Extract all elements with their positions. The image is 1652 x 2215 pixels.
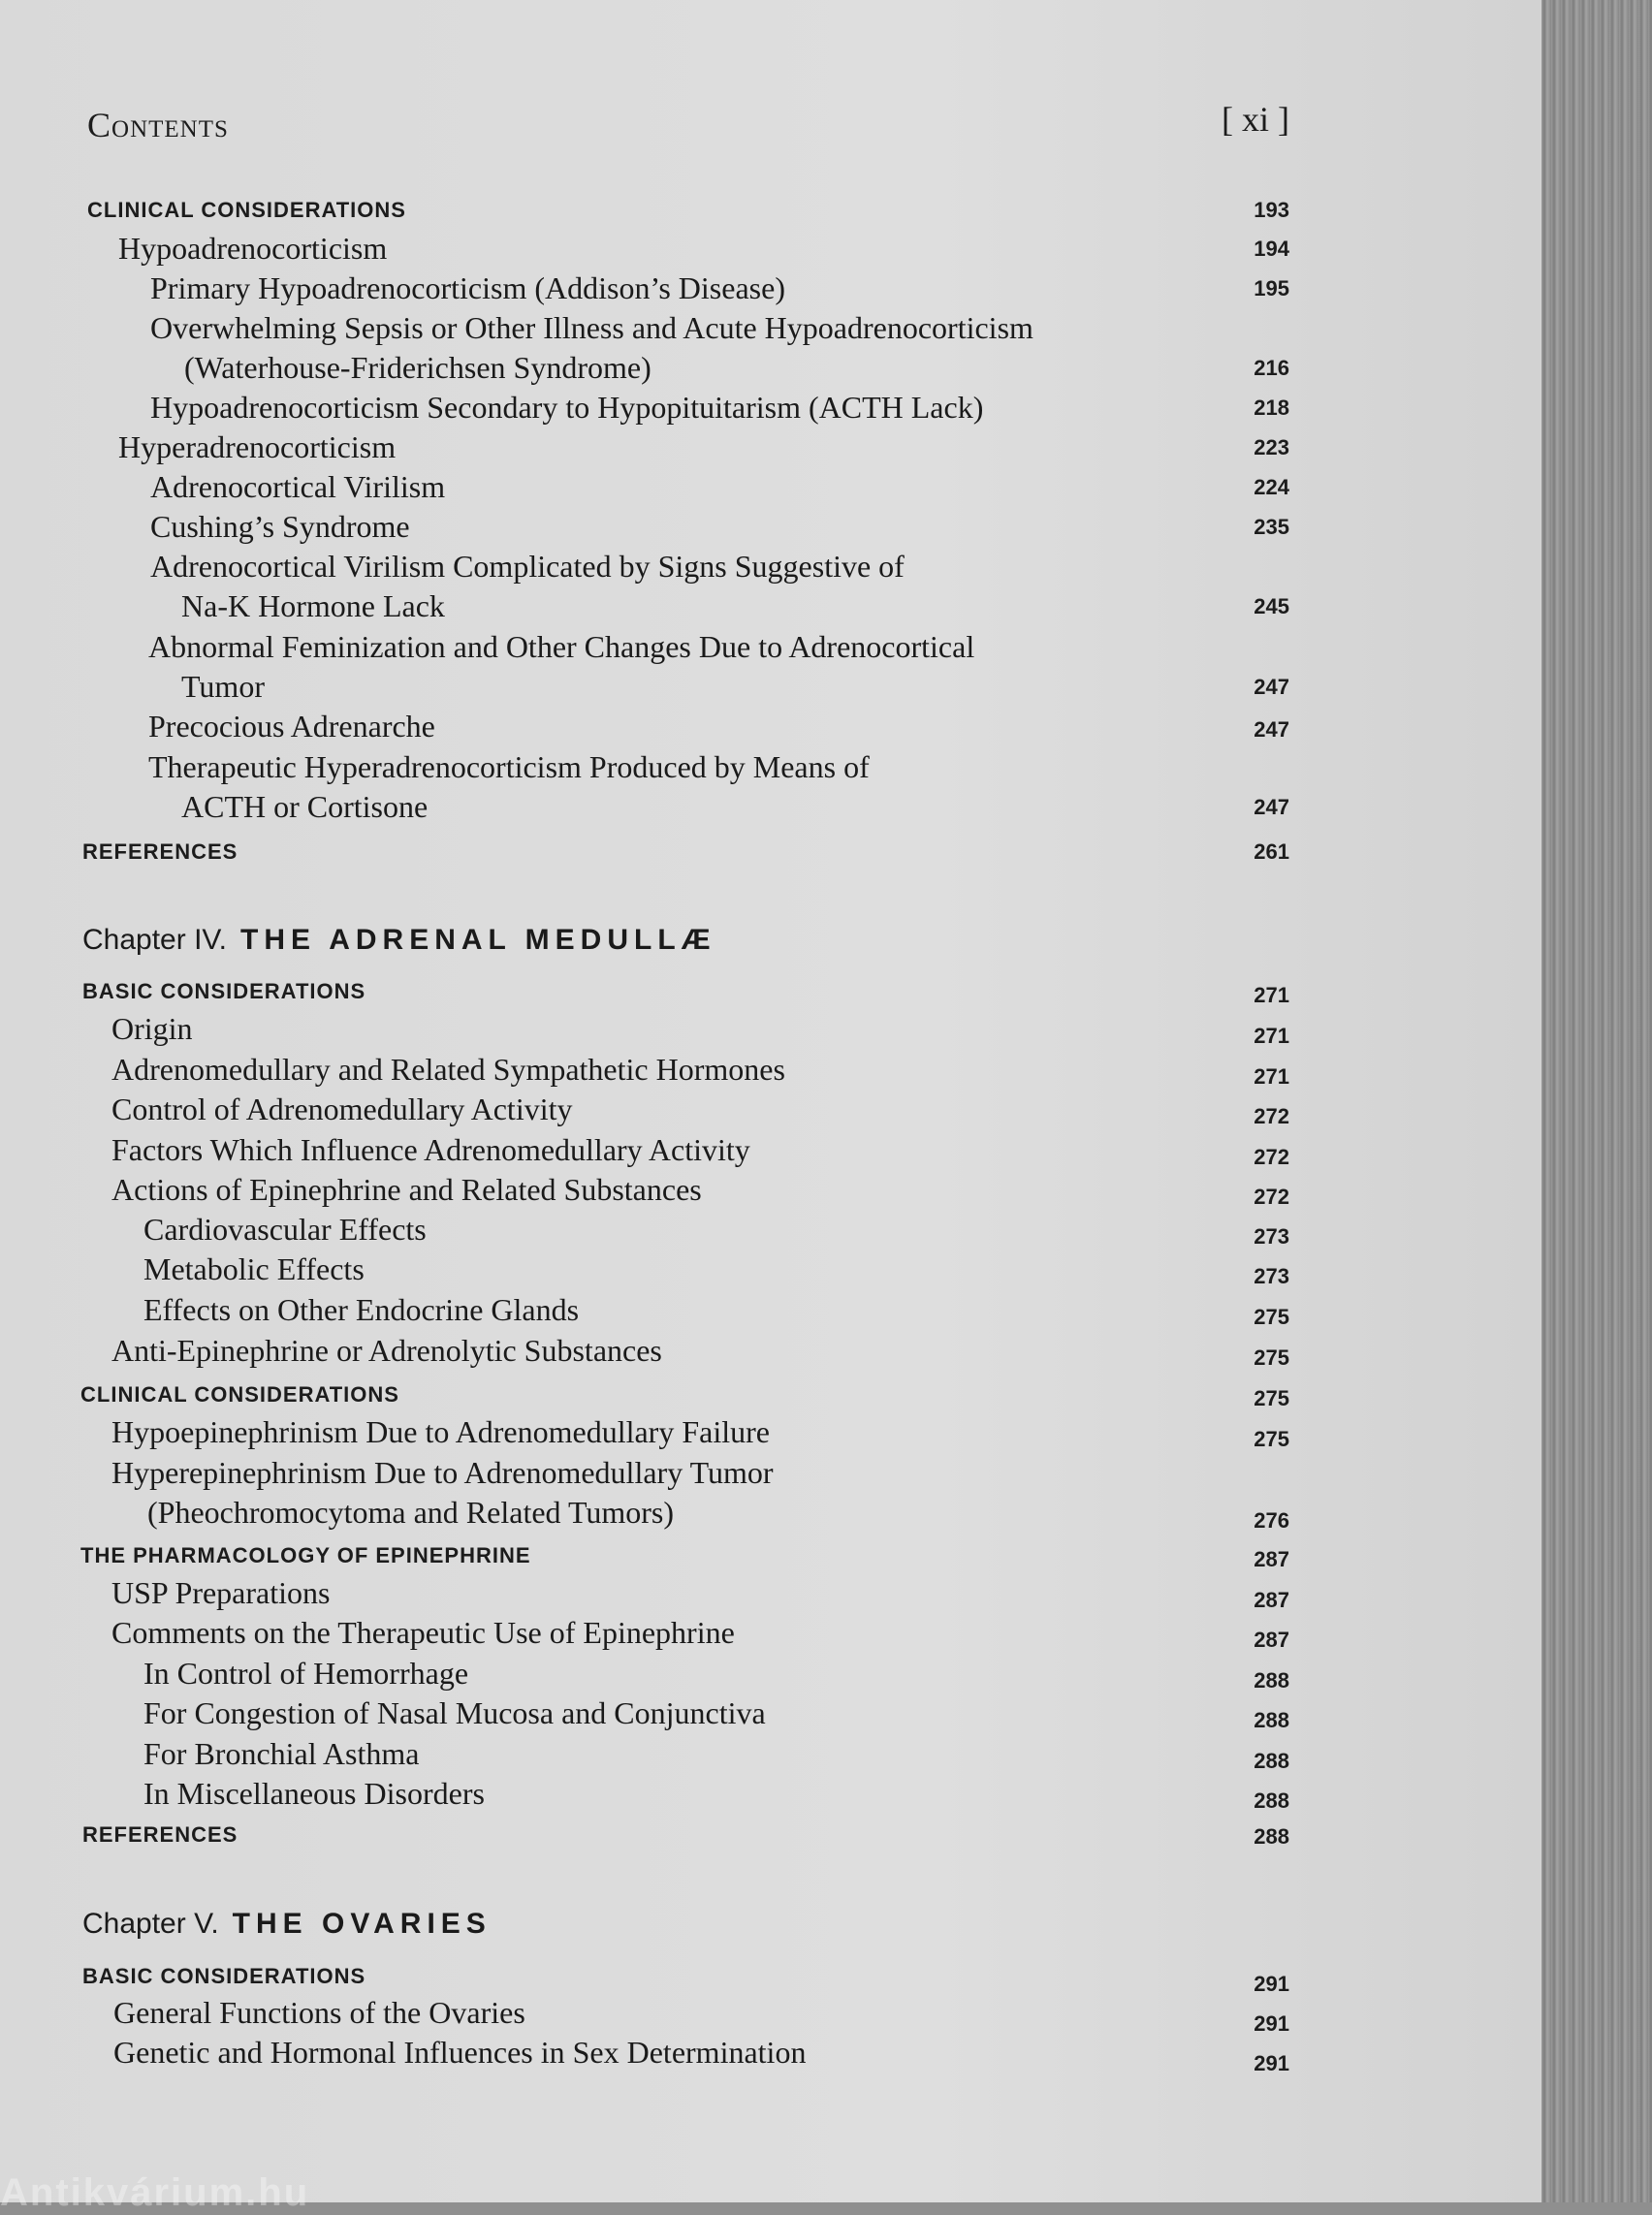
toc-entry-title: Hypoadrenocorticism	[118, 231, 388, 266]
toc-section-heading: REFERENCES	[82, 839, 238, 864]
toc-entry-title: For Bronchial Asthma	[143, 1736, 420, 1771]
toc-page-number: 287	[1254, 1588, 1289, 1612]
toc-entry-title: Metabolic Effects	[143, 1251, 365, 1286]
toc-page-number: 235	[1254, 515, 1289, 539]
toc-page-number: 245	[1254, 594, 1289, 618]
chapter-name: THE OVARIES	[232, 1908, 492, 1940]
toc-page-number: 287	[1254, 1547, 1289, 1571]
toc-page-number: 247	[1254, 717, 1289, 742]
toc-page-number: 275	[1254, 1345, 1289, 1370]
toc-entry-title: Overwhelming Sepsis or Other Illness and Acute Hypoadrenocorticism	[150, 310, 1033, 345]
chapter-title	[82, 1905, 492, 1944]
toc-page-number: 275	[1254, 1427, 1289, 1451]
toc-entry-title: Effects on Other Endocrine Glands	[143, 1292, 580, 1327]
toc-page-number: 195	[1254, 276, 1289, 301]
toc-page-number: 271	[1254, 1024, 1289, 1048]
toc-page-number: 271	[1254, 1064, 1289, 1089]
toc-entry-title: Actions of Epinephrine and Related Substances	[111, 1172, 702, 1207]
toc-page-number: 287	[1254, 1628, 1289, 1652]
toc-entry-title: Factors Which Influence Adrenomedullary Activity	[111, 1132, 750, 1167]
toc-page-number: 216	[1254, 356, 1289, 380]
toc-page-number: 288	[1254, 1708, 1289, 1732]
toc-page-number: 291	[1254, 2051, 1289, 2075]
toc-section-heading: CLINICAL CONSIDERATIONS	[87, 198, 406, 222]
page-number: [ xi ]	[1222, 100, 1289, 139]
toc-entry-title: Genetic and Hormonal Influences in Sex Determination	[113, 2035, 807, 2070]
toc-page-number: 218	[1254, 396, 1289, 420]
toc-entry-title: Cushing’s Syndrome	[150, 509, 410, 544]
toc-page-number: 288	[1254, 1824, 1289, 1849]
toc-entry-title: In Miscellaneous Disorders	[143, 1776, 485, 1811]
toc-page-number: 288	[1254, 1668, 1289, 1693]
toc-entry-title: In Control of Hemorrhage	[143, 1656, 469, 1691]
toc-entry-title: For Congestion of Nasal Mucosa and Conjunctiva	[143, 1695, 766, 1730]
toc-section-heading: CLINICAL CONSIDERATIONS	[80, 1382, 399, 1407]
chapter-name: THE ADRENAL MEDULLÆ	[240, 924, 716, 956]
toc-entry-title: Therapeutic Hyperadrenocorticism Produced by Means of	[148, 749, 870, 784]
toc-entry-title: Adrenomedullary and Related Sympathetic Hormones	[111, 1052, 785, 1087]
toc-page-number: 223	[1254, 435, 1289, 459]
toc-page-number: 288	[1254, 1788, 1289, 1813]
page-edge-background	[1541, 0, 1652, 2202]
toc-entry-title: Anti-Epinephrine or Adrenolytic Substances	[111, 1333, 662, 1368]
chapter-label: Chapter V.	[82, 1908, 219, 1940]
chapter-label: Chapter IV.	[82, 924, 227, 956]
toc-page-number: 288	[1254, 1749, 1289, 1773]
toc-entry-title-continued: ACTH or Cortisone	[181, 789, 429, 824]
toc-entry-title: Primary Hypoadrenocorticism (Addison’s Disease)	[150, 270, 785, 305]
watermark: Antikvárium.hu	[0, 2171, 310, 2214]
toc-page-number: 194	[1254, 237, 1289, 261]
toc-entry-title: General Functions of the Ovaries	[113, 1995, 525, 2030]
toc-page-number: 261	[1254, 839, 1289, 864]
toc-page-number: 291	[1254, 2011, 1289, 2036]
toc-entry-title: Cardiovascular Effects	[143, 1212, 427, 1247]
toc-entry-title-continued: Tumor	[181, 669, 265, 704]
toc-section-heading: BASIC CONSIDERATIONS	[82, 979, 366, 1003]
toc-page-number: 272	[1254, 1145, 1289, 1169]
toc-page-number: 273	[1254, 1264, 1289, 1288]
toc-page-number: 247	[1254, 675, 1289, 699]
toc-page-number: 271	[1254, 983, 1289, 1007]
toc-page-number: 247	[1254, 795, 1289, 819]
toc-entry-title-continued: Na-K Hormone Lack	[181, 588, 445, 623]
toc-entry-title: USP Preparations	[111, 1575, 331, 1610]
toc-entry-title-continued: (Pheochromocytoma and Related Tumors)	[147, 1495, 675, 1530]
toc-entry-title: Hyperepinephrinism Due to Adrenomedullary Tumor	[111, 1455, 774, 1490]
toc-entry-title: Comments on the Therapeutic Use of Epinephrine	[111, 1615, 735, 1650]
toc-entry-title: Control of Adrenomedullary Activity	[111, 1092, 573, 1126]
toc-entry-title-continued: (Waterhouse-Friderichsen Syndrome)	[184, 350, 651, 385]
toc-section-heading: REFERENCES	[82, 1822, 238, 1847]
toc-page-number: 275	[1254, 1305, 1289, 1329]
toc-entry-title: Precocious Adrenarche	[148, 709, 435, 744]
toc-entry-title: Adrenocortical Virilism	[150, 469, 446, 504]
toc-entry-title: Hypoadrenocorticism Secondary to Hypopituitarism (ACTH Lack)	[150, 390, 984, 425]
toc-page-number: 193	[1254, 198, 1289, 222]
toc-page-number: 224	[1254, 475, 1289, 499]
toc-entry-title: Abnormal Feminization and Other Changes Due to Adrenocortical	[148, 629, 975, 664]
running-head: Contents	[87, 106, 229, 144]
toc-page-number: 272	[1254, 1185, 1289, 1209]
toc-entry-title: Adrenocortical Virilism Complicated by Signs Suggestive of	[150, 549, 905, 584]
chapter-title	[82, 921, 716, 960]
toc-section-heading: BASIC CONSIDERATIONS	[82, 1964, 366, 1988]
toc-page-number: 273	[1254, 1224, 1289, 1249]
toc-page-number: 272	[1254, 1104, 1289, 1128]
toc-entry-title: Hyperadrenocorticism	[118, 429, 397, 464]
toc-page-number: 276	[1254, 1508, 1289, 1533]
toc-entry-title: Origin	[111, 1011, 193, 1046]
toc-entry-title: Hypoepinephrinism Due to Adrenomedullary Failure	[111, 1414, 770, 1449]
toc-section-heading: THE PHARMACOLOGY OF EPINEPHRINE	[80, 1543, 531, 1567]
toc-page-number: 291	[1254, 1972, 1289, 1996]
toc-page-number: 275	[1254, 1386, 1289, 1410]
